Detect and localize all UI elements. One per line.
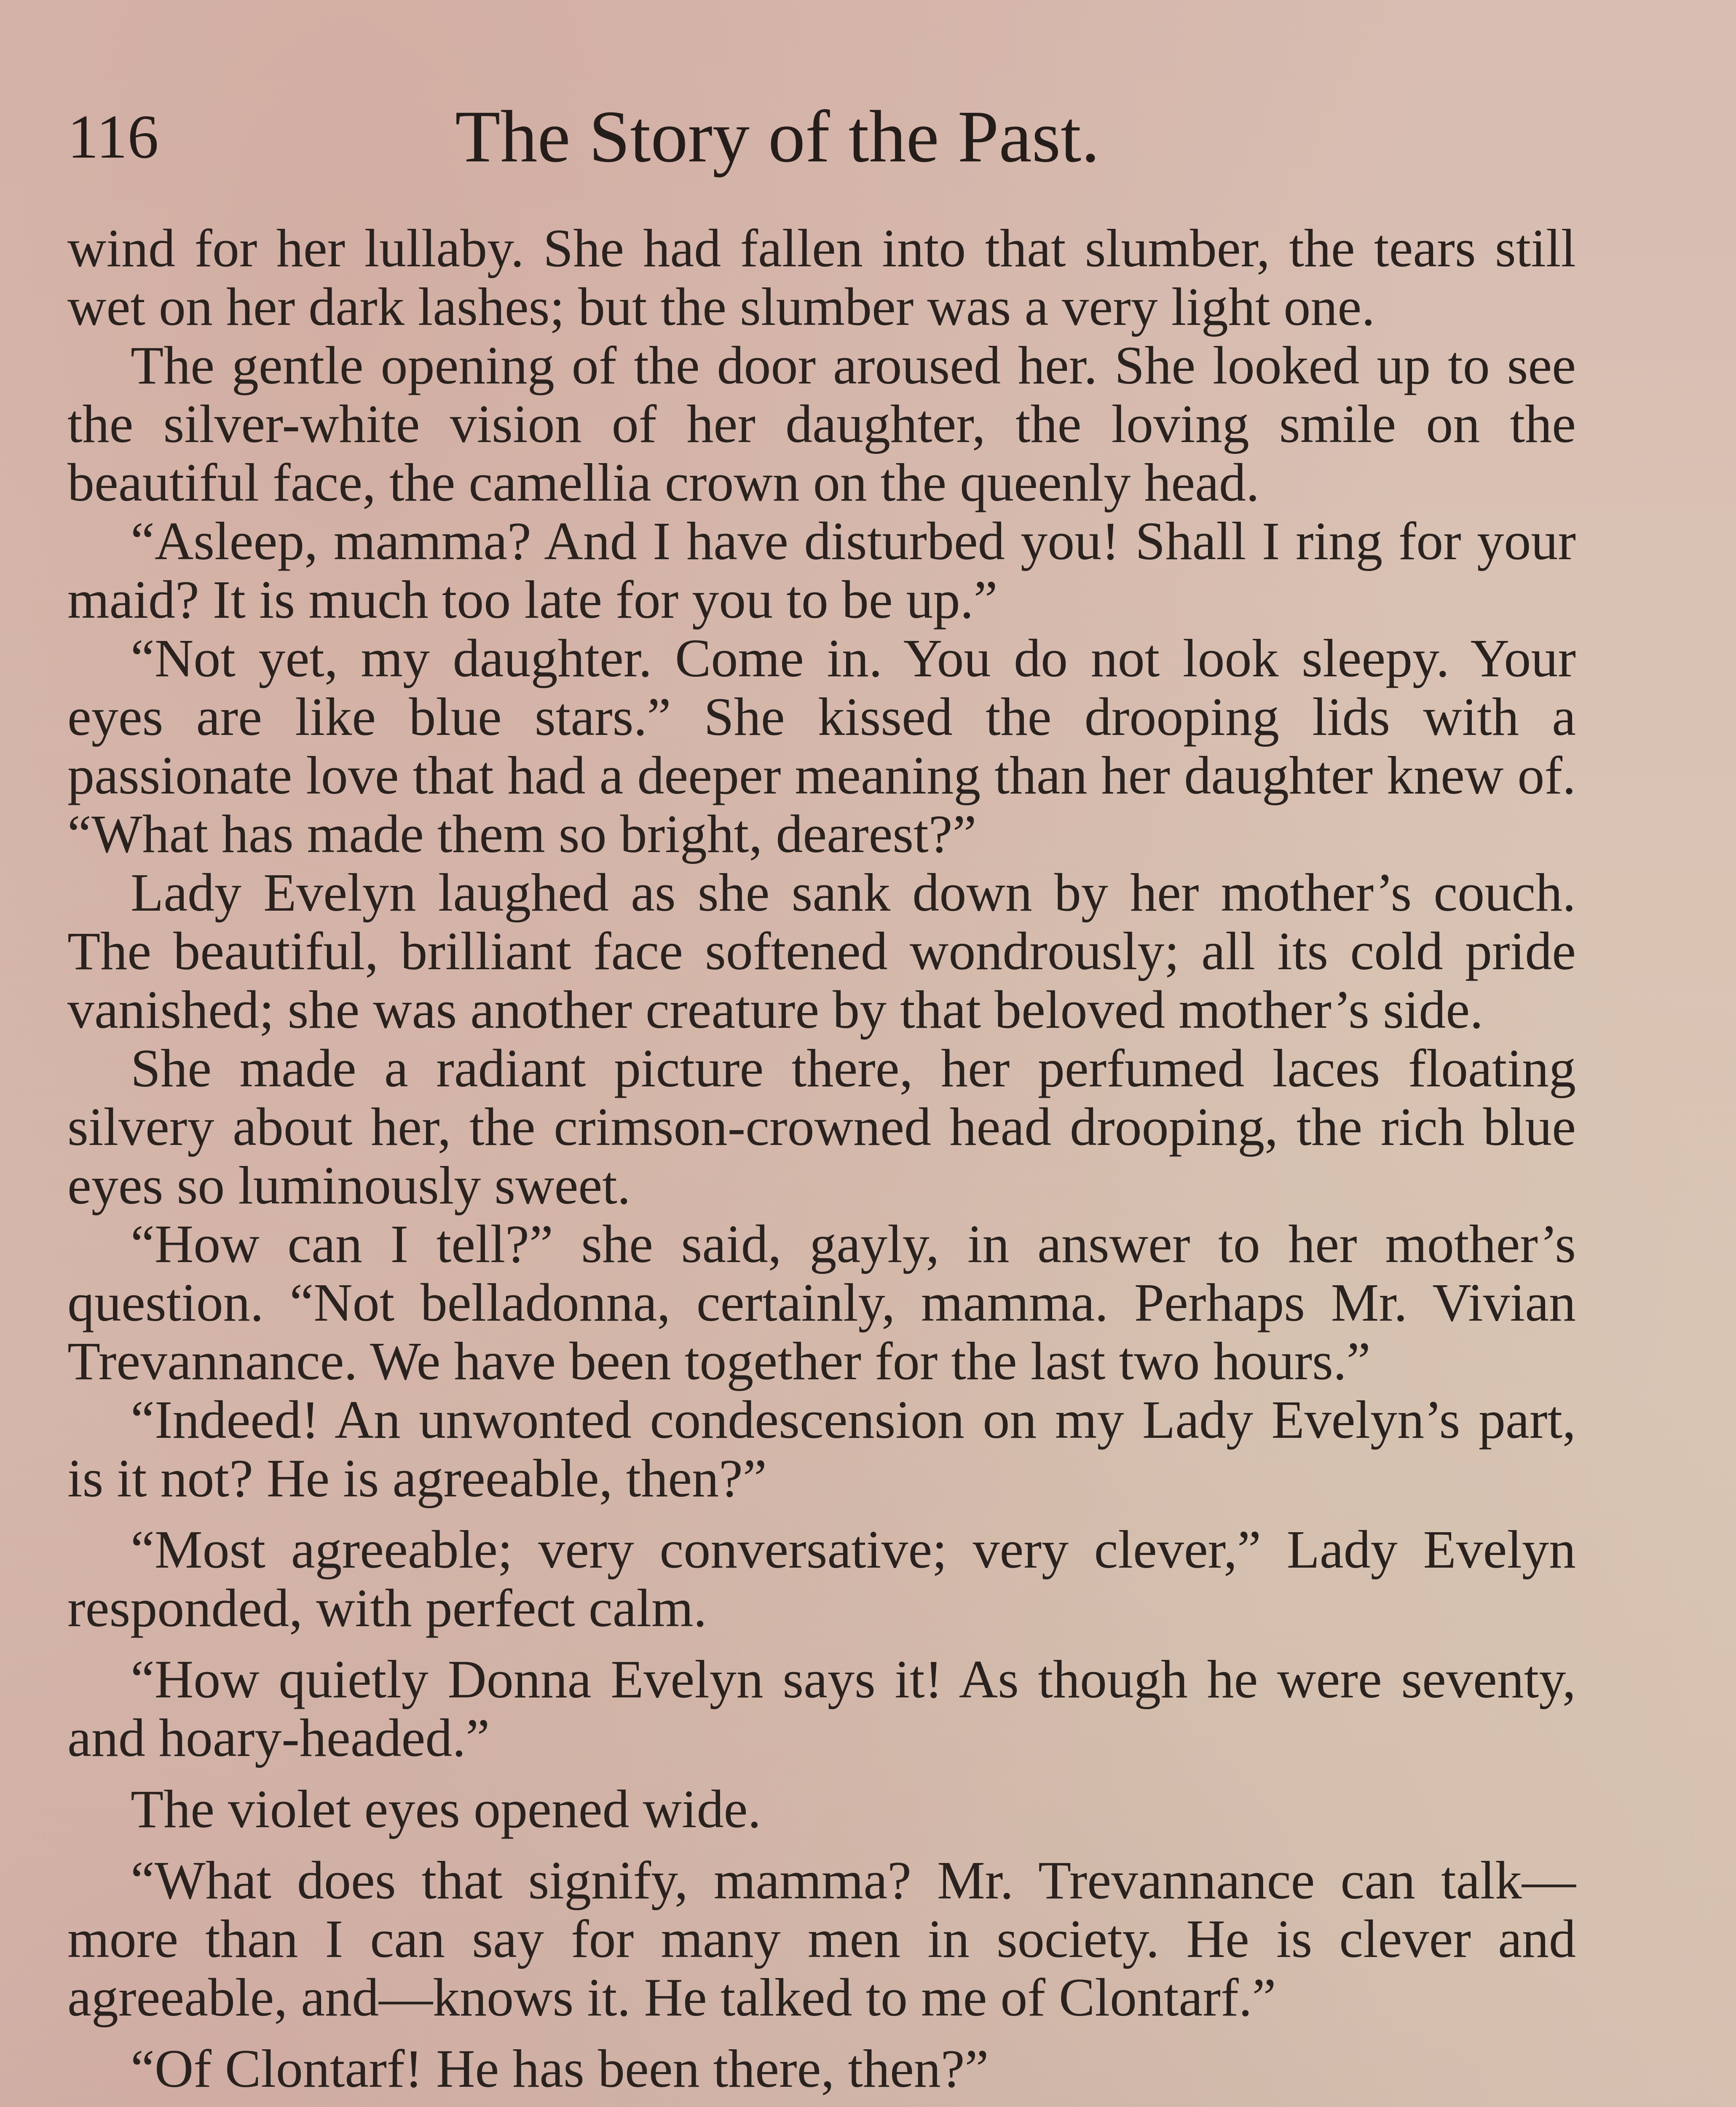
body-text [67,219,1576,2107]
running-title: The Story of the Past. [455,96,1100,178]
paragraph-5: Lady Evelyn laughed as she sank down by her mother’s couch. The beautiful, brilliant face softened wondrously; all its cold pride vanished; she was another creature by that beloved mother’s side. [67,863,1576,1040]
page-number: 116 [67,102,159,172]
paragraph-3: “Asleep, mamma? And I have disturbed you! Shall I ring for your maid? It is much too late for you to be up.” [67,511,1576,630]
paragraph-6: She made a radiant picture there, her perfumed laces floating silvery about her, the crimson-crowned head drooping, the rich blue eyes so luminously sweet. [67,1038,1576,1215]
paragraph-11: The violet eyes opened wide. [131,1779,761,1839]
paragraph-2: The gentle opening of the door aroused her. She looked up to see the silver-white vision of her daughter, the loving smile on the beautiful face, the camellia crown on the queenly head. [67,335,1576,512]
paragraph-10: “How quietly Donna Evelyn says it! As though he were seventy, and hoary-headed.” [67,1649,1576,1768]
paragraph-13: “Of Clontarf! He has been there, then?” [131,2039,989,2099]
paragraph-8: “Indeed! An unwonted condescension on my Lady Evelyn’s part, is it not? He is agreeable, then?” [67,1390,1576,1508]
paragraph-7: “How can I tell?” she said, gayly, in answer to her mother’s question. “Not belladonna, certainly, mamma. Perhaps Mr. Vivian Trevannance. We have been together for the last two hours.” [67,1214,1576,1391]
paragraph-9: “Most agreeable; very conversative; very clever,” Lady Evelyn responded, with perfect calm. [67,1520,1576,1638]
page-header [67,91,1576,188]
paragraph-4: “Not yet, my daughter. Come in. You do not look sleepy. Your eyes are like blue stars.” She kissed the drooping lids with a passionate love that had a deeper meaning than her daughter knew of. “What has made them so bright, dearest?” [67,628,1576,864]
paragraph-1: wind for her lullaby. She had fallen into that slumber, the tears still wet on her dark lashes; but the slumber was a very light one. [67,218,1576,337]
paragraph-12: “What does that signify, mamma? Mr. Trevannance can talk—more than I can say for many men in society. He is clever and agreeable, and—knows it. He talked to me of Clontarf.” [67,1850,1576,2027]
